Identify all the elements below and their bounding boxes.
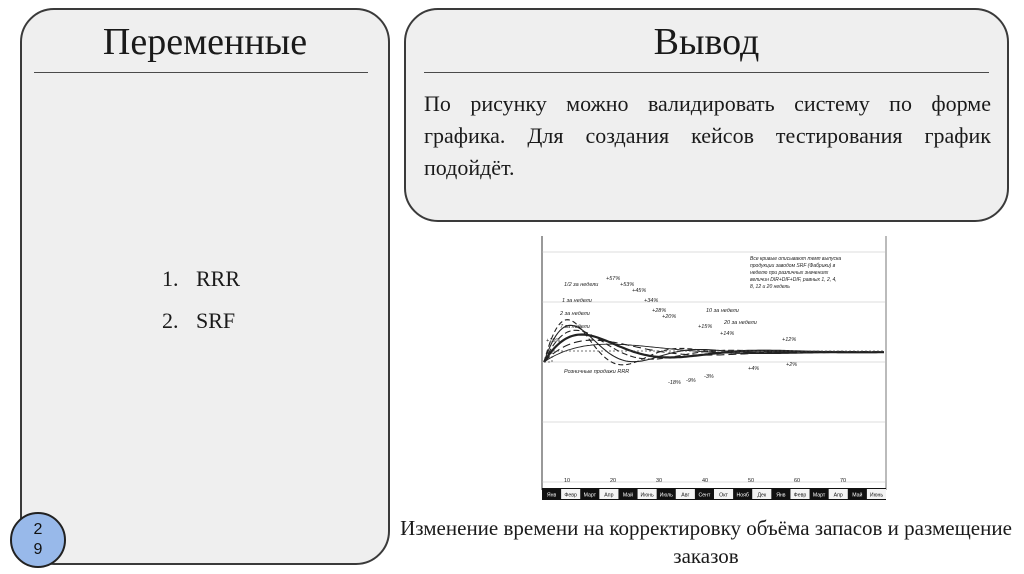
week-tick-label: 70 [840, 478, 847, 484]
month-label: Янв [776, 492, 786, 499]
page-number-badge [10, 512, 66, 568]
legend-text: Все кривые описывают темп выпуска [750, 256, 842, 262]
curve-label: 10 за недели [706, 308, 739, 314]
page-number-units: 9 [33, 541, 43, 558]
week-tick-label: 10 [564, 478, 571, 484]
curve-label: 20 за недели [724, 320, 757, 326]
month-label: Апр [833, 492, 843, 499]
week-tick-label: 30 [656, 478, 663, 484]
variables-title: Переменные [102, 21, 308, 63]
variable-name: RRR [196, 266, 241, 291]
month-label: Авг [681, 492, 690, 499]
month-label: Апр [604, 492, 614, 499]
month-label: Февр [564, 492, 577, 499]
legend-text: продукции заводом SRF (Фабрики) в [750, 263, 836, 269]
week-tick-label: 50 [748, 478, 755, 484]
legend-text: неделю при различных значениях [750, 270, 829, 276]
retail-sales-label: Розничные продажи RRR [564, 369, 630, 375]
month-label: Июль [659, 492, 673, 499]
percent-label: -3% [704, 374, 714, 380]
curve-label: 1 за недели [562, 298, 592, 304]
month-label: Окт [719, 492, 728, 499]
list-item: 2. SRF [162, 308, 236, 333]
month-label: Март [583, 492, 596, 499]
response-graph-figure [524, 232, 892, 504]
week-tick-label: 40 [702, 478, 709, 484]
month-label: Май [622, 492, 634, 499]
month-label: Янв [546, 492, 557, 499]
percent-label: +20% [662, 314, 677, 320]
percent-label: +34% [644, 298, 659, 304]
curve-label: 2 за недели [560, 311, 590, 317]
week-tick-label: 20 [610, 478, 617, 484]
conclusion-panel [404, 8, 1009, 222]
month-label: Сент [698, 492, 711, 499]
figure-caption: Изменение времени на корректировку объёма запасов и размещение заказов [400, 516, 1012, 568]
percent-label: +15% [698, 324, 713, 330]
percent-label: +2% [786, 362, 798, 368]
variables-list [162, 266, 240, 350]
variables-panel [20, 8, 390, 565]
legend-text: 8, 12 и 20 недель [750, 284, 790, 290]
list-item: 1. RRR [162, 266, 241, 291]
percent-label: +57% [606, 276, 621, 282]
month-label: Нояб [736, 492, 749, 499]
conclusion-divider [424, 72, 989, 73]
conclusion-title: Вывод [653, 21, 760, 63]
curve-label: 7 за недели [560, 324, 590, 330]
month-label: Май [852, 492, 863, 499]
week-tick-label: 60 [794, 478, 801, 484]
curve-label: 1/2 за недели [564, 282, 599, 288]
legend-text: величин DIR+DIF+DIF, равных 1, 2, 4, [750, 277, 837, 283]
percent-label: +4% [748, 366, 760, 372]
month-label: Март [812, 492, 826, 499]
percent-label: +14% [720, 331, 735, 337]
month-label: Июнь [640, 492, 654, 499]
month-label: Февр [793, 492, 807, 499]
percent-label: +45% [632, 288, 647, 294]
variable-name: SRF [196, 308, 236, 333]
percent-label: -9% [686, 378, 696, 384]
month-label: Июнь [869, 492, 884, 499]
percent-label: +10% [546, 338, 561, 344]
percent-label: +53% [620, 282, 635, 288]
percent-label: +28% [652, 308, 667, 314]
month-label: Дек [757, 492, 767, 499]
conclusion-text: По рисунку можно валидировать систему по форме графика. Для создания кейсов тестирования график подойдёт. [424, 91, 991, 180]
percent-label: -18% [668, 380, 681, 386]
variables-divider [34, 72, 368, 73]
percent-label: +12% [782, 337, 797, 343]
page-number-tens: 2 [33, 521, 43, 538]
